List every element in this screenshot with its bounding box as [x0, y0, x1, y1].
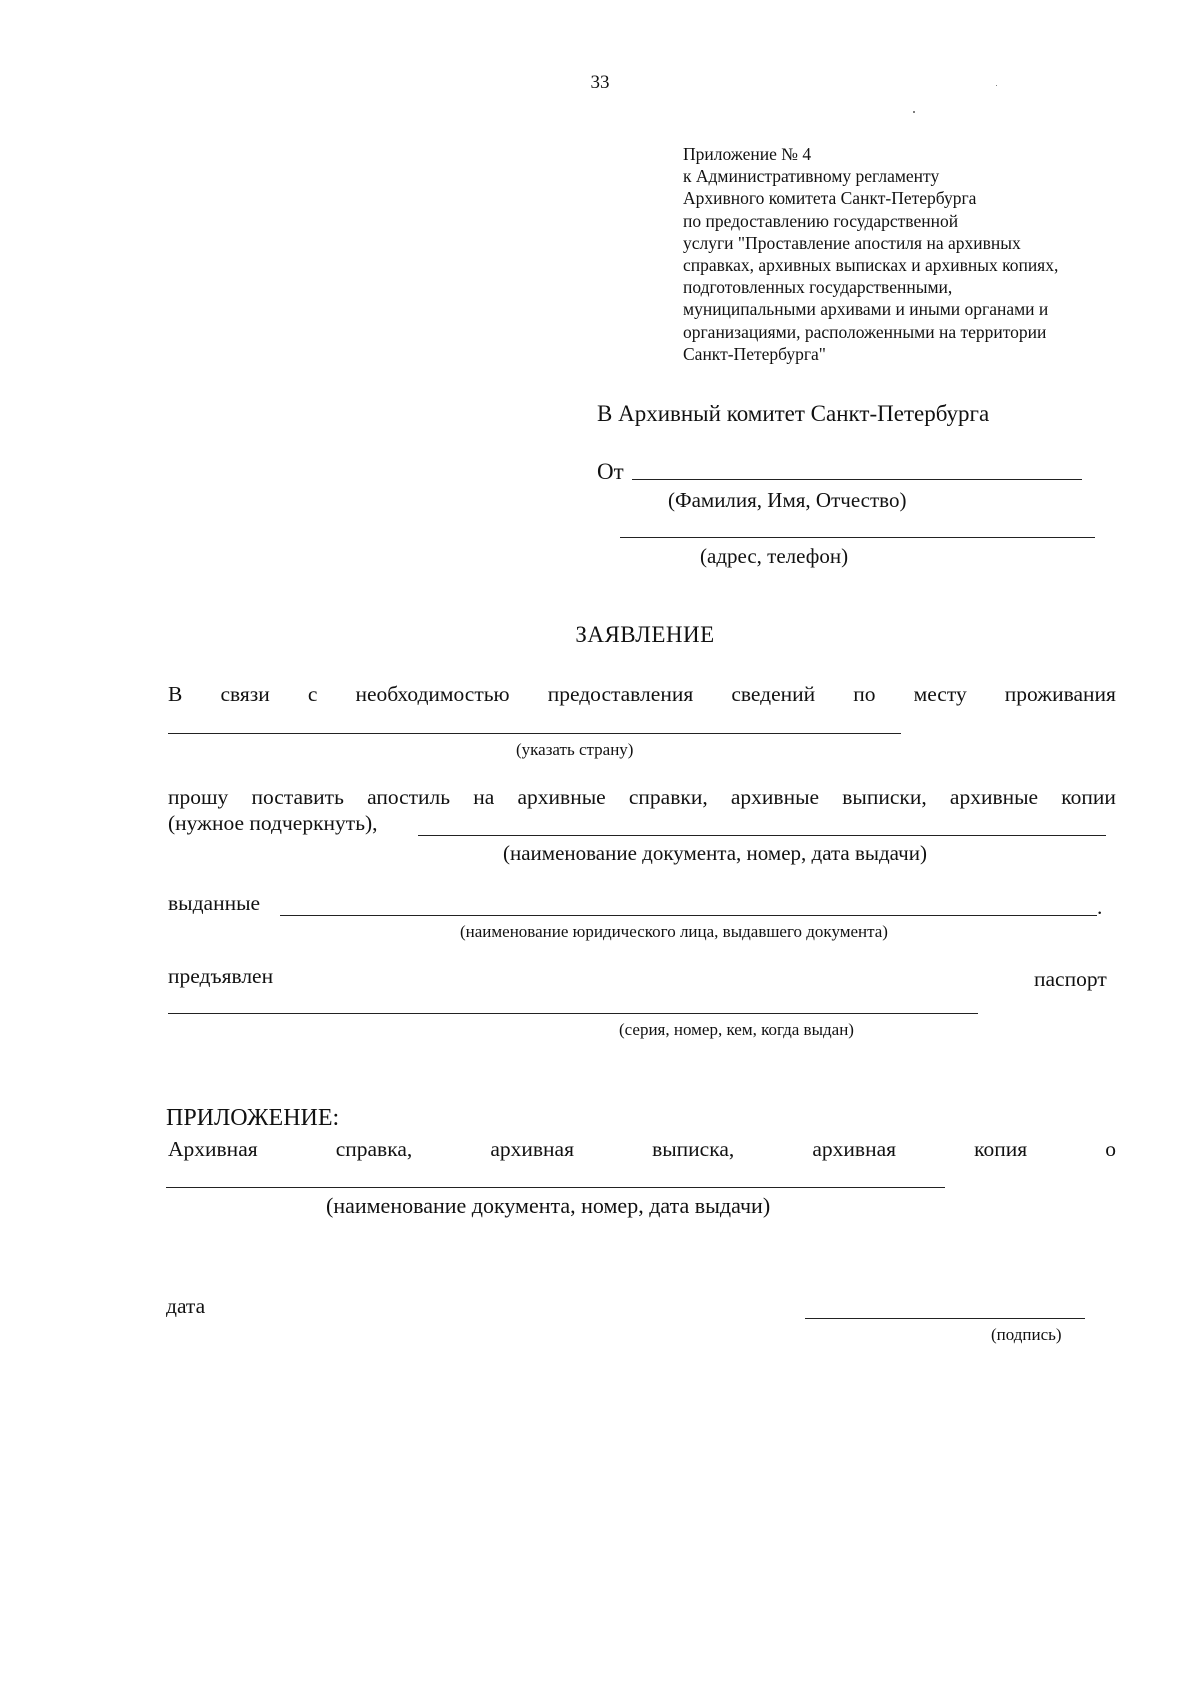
word: копии [1061, 785, 1116, 809]
underline-note: (нужное подчеркнуть), [168, 811, 378, 835]
body-line-1 [168, 682, 1116, 707]
appendix-reference [683, 143, 1058, 365]
appendix-line: Санкт-Петербурга" [683, 343, 826, 364]
word: предоставления [547, 682, 694, 706]
passport-field-line[interactable] [168, 1013, 978, 1014]
date-label: дата [166, 1294, 206, 1318]
page-number: 33 [590, 72, 610, 93]
appendix-line: по предоставлению государственной [683, 210, 959, 231]
issued-label: выданные [168, 891, 261, 915]
word: апостиль [367, 785, 451, 809]
word: выписки, [842, 785, 927, 809]
scan-speck [996, 85, 997, 86]
scan-speck [913, 111, 915, 113]
word: месту [913, 682, 967, 706]
word: на [473, 785, 495, 809]
word: связи [220, 682, 270, 706]
name-caption: (Фамилия, Имя, Отчество) [668, 488, 907, 512]
country-field-line[interactable] [168, 733, 901, 734]
appendix-line: муниципальными архивами и иными органами и [683, 299, 1049, 320]
word: по [853, 682, 876, 706]
word: архивная [490, 1137, 574, 1161]
appendix-line: справках, архивных выписках и архивных копиях, [683, 255, 1059, 276]
word: поставить [251, 785, 344, 809]
word: с [307, 682, 318, 706]
word: прошу [168, 785, 229, 809]
address-caption: (адрес, телефон) [700, 544, 849, 568]
attachment-field-line[interactable] [166, 1187, 945, 1188]
word: справки, [628, 785, 708, 809]
name-field-line[interactable] [632, 479, 1082, 480]
document-title: ЗАЯВЛЕНИЕ [575, 622, 715, 647]
word: архивные [517, 785, 606, 809]
issuer-caption: (наименование юридического лица, выдавшего документа) [460, 922, 888, 941]
addressee-to: В Архивный комитет Санкт-Петербурга [597, 401, 990, 426]
appendix-line: организациями, расположенными на территории [683, 321, 1047, 342]
word: Архивная [168, 1137, 258, 1161]
issuer-field-line[interactable] [280, 915, 1097, 916]
passport-caption: (серия, номер, кем, когда выдан) [619, 1020, 854, 1039]
word: архивные [730, 785, 820, 809]
word: сведений [731, 682, 816, 706]
word: о [1105, 1137, 1116, 1161]
presented-label: предъявлен [168, 964, 274, 988]
attachment-line [168, 1137, 1116, 1162]
appendix-line: Приложение № 4 [683, 144, 812, 164]
document-caption: (наименование документа, номер, дата выдачи) [503, 841, 927, 865]
signature-field-line[interactable] [805, 1318, 1085, 1319]
signature-caption: (подпись) [991, 1325, 1062, 1344]
passport-label: паспорт [1034, 967, 1107, 991]
document-field-line[interactable] [418, 835, 1106, 836]
appendix-line: подготовленных государственными, [683, 277, 953, 298]
appendix-line: услуги "Проставление апостиля на архивных [683, 232, 1021, 253]
appendix-line: к Административному регламенту [683, 166, 940, 187]
word: проживания [1004, 682, 1116, 706]
issued-period: . [1097, 895, 1103, 919]
appendix-line: Архивного комитета Санкт-Петербурга [683, 188, 977, 209]
address-field-line[interactable] [620, 537, 1095, 538]
request-line [168, 785, 1116, 810]
word: справка, [335, 1137, 413, 1161]
word: выписка, [652, 1137, 735, 1161]
attachment-caption: (наименование документа, номер, дата выдачи) [326, 1193, 771, 1218]
word: архивная [812, 1137, 897, 1161]
from-label: От [597, 459, 624, 484]
word: необходимостью [355, 682, 510, 706]
word: В [168, 682, 183, 706]
country-caption: (указать страну) [516, 740, 634, 759]
word: копия [974, 1137, 1028, 1161]
attachment-heading: ПРИЛОЖЕНИЕ: [166, 1105, 340, 1131]
word: архивные [949, 785, 1039, 809]
